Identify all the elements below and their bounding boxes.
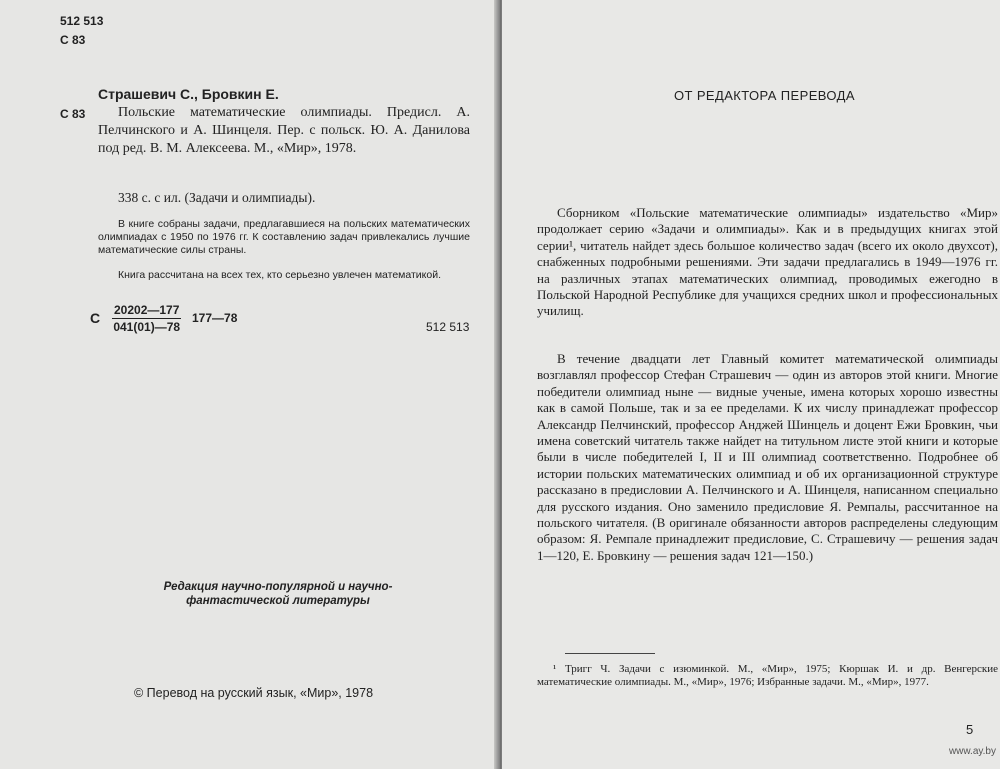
bib-entry: Польские математические олимпиады. Предисл. А. Пелчинского и А. Шинцеля. Пер. с польск. Ю. А. Данилова под ред. В. М. Алексеева. М., «Мир», 1978. <box>98 105 470 156</box>
code-letter: С <box>90 310 101 326</box>
copyright: © Перевод на русский язык, «Мир», 1978 <box>134 686 374 700</box>
code-denominator: 041(01)—78 <box>113 320 181 334</box>
watermark: www.ay.by <box>948 746 996 757</box>
footnote: ¹ Тригг Ч. Задачи с изюминкой. М., «Мир», 1975; Кюршак И. и др. Венгерские математические олимпиады. М., «Мир», 1976; Избранные задачи. М., «Мир», 1977. <box>537 663 998 688</box>
top-code: 512 513 <box>60 14 104 28</box>
footnote-rule <box>565 653 655 654</box>
code-suffix: 177—78 <box>192 311 238 325</box>
side-index: С 83 <box>60 107 86 121</box>
code-right: 512 513 <box>426 320 470 334</box>
annotation-paragraph: Книга рассчитана на всех тех, кто серьезно увлечен математикой. <box>118 269 442 281</box>
annotation-paragraph: В книге собраны задачи, предлагавшиеся на польских математических олимпиадах с 1950 по 1976 гг. К составлению задач привлекались лучшие математические силы страны. <box>98 218 470 256</box>
code-numerator: 20202—177 <box>114 303 180 317</box>
authors: Страшевич С., Бровкин Е. <box>98 86 279 102</box>
section-heading: ОТ РЕДАКТОРА ПЕРЕВОДА <box>674 88 855 103</box>
left-page <box>0 0 498 769</box>
page-number: 5 <box>966 722 974 737</box>
editorial-office: Редакция научно-популярной и научно-фантастической литературы <box>163 581 393 607</box>
classification-fraction <box>112 303 181 334</box>
pages-info: 338 с. с ил. (Задачи и олимпиады). <box>118 190 316 205</box>
top-index: С 83 <box>60 33 86 47</box>
body-paragraph: В течение двадцати лет Главный комитет математической олимпиады возглавлял профессор Стефан Страшевич — один из авторов этой книги. Многие победители олимпиад ныне — видные ученые, имена которых хорошо известны как в самой Польше, так и за ее пределами. К их числу принадлежат профессор Александр Пелчинский, профессор Анджей Шинцель и доцент Ежи Бровкин, чьи имена советский читатель также найдет на титульном листе этой книги и которые были в числе победителей I, II и III олимпиад соответственно. Подробнее об истории польских математических олимпиад и об их организационной структуре рассказано в предисловии А. Пелчинского и А. Шинцеля, написанном специально для русского издания. Оно заменило предисловие Я. Ремпалы, рассчитанное на польского читателя. (В оригинале обязанности авторов распределены следующим образом: Я. Ремпале принадлежит предисловие, С. Страшевичу — решения задач 1—120, Е. Бровкину — решения задач 121—150.) <box>537 351 998 563</box>
body-paragraph: Сборником «Польские математические олимпиады» издательство «Мир» продолжает серию «Задачи и олимпиады». Как и в предыдущих книгах этой серии¹, читатель найдет здесь большое количество задач (всего их около двухсот), снабженных подробными решениями. Эти задачи предлагались в 1949—1976 гг. на различных этапах математических олимпиад, проводимых ежегодно в Польской Народной Республике для учащихся средних школ и профессиональных училищ. <box>537 205 998 319</box>
